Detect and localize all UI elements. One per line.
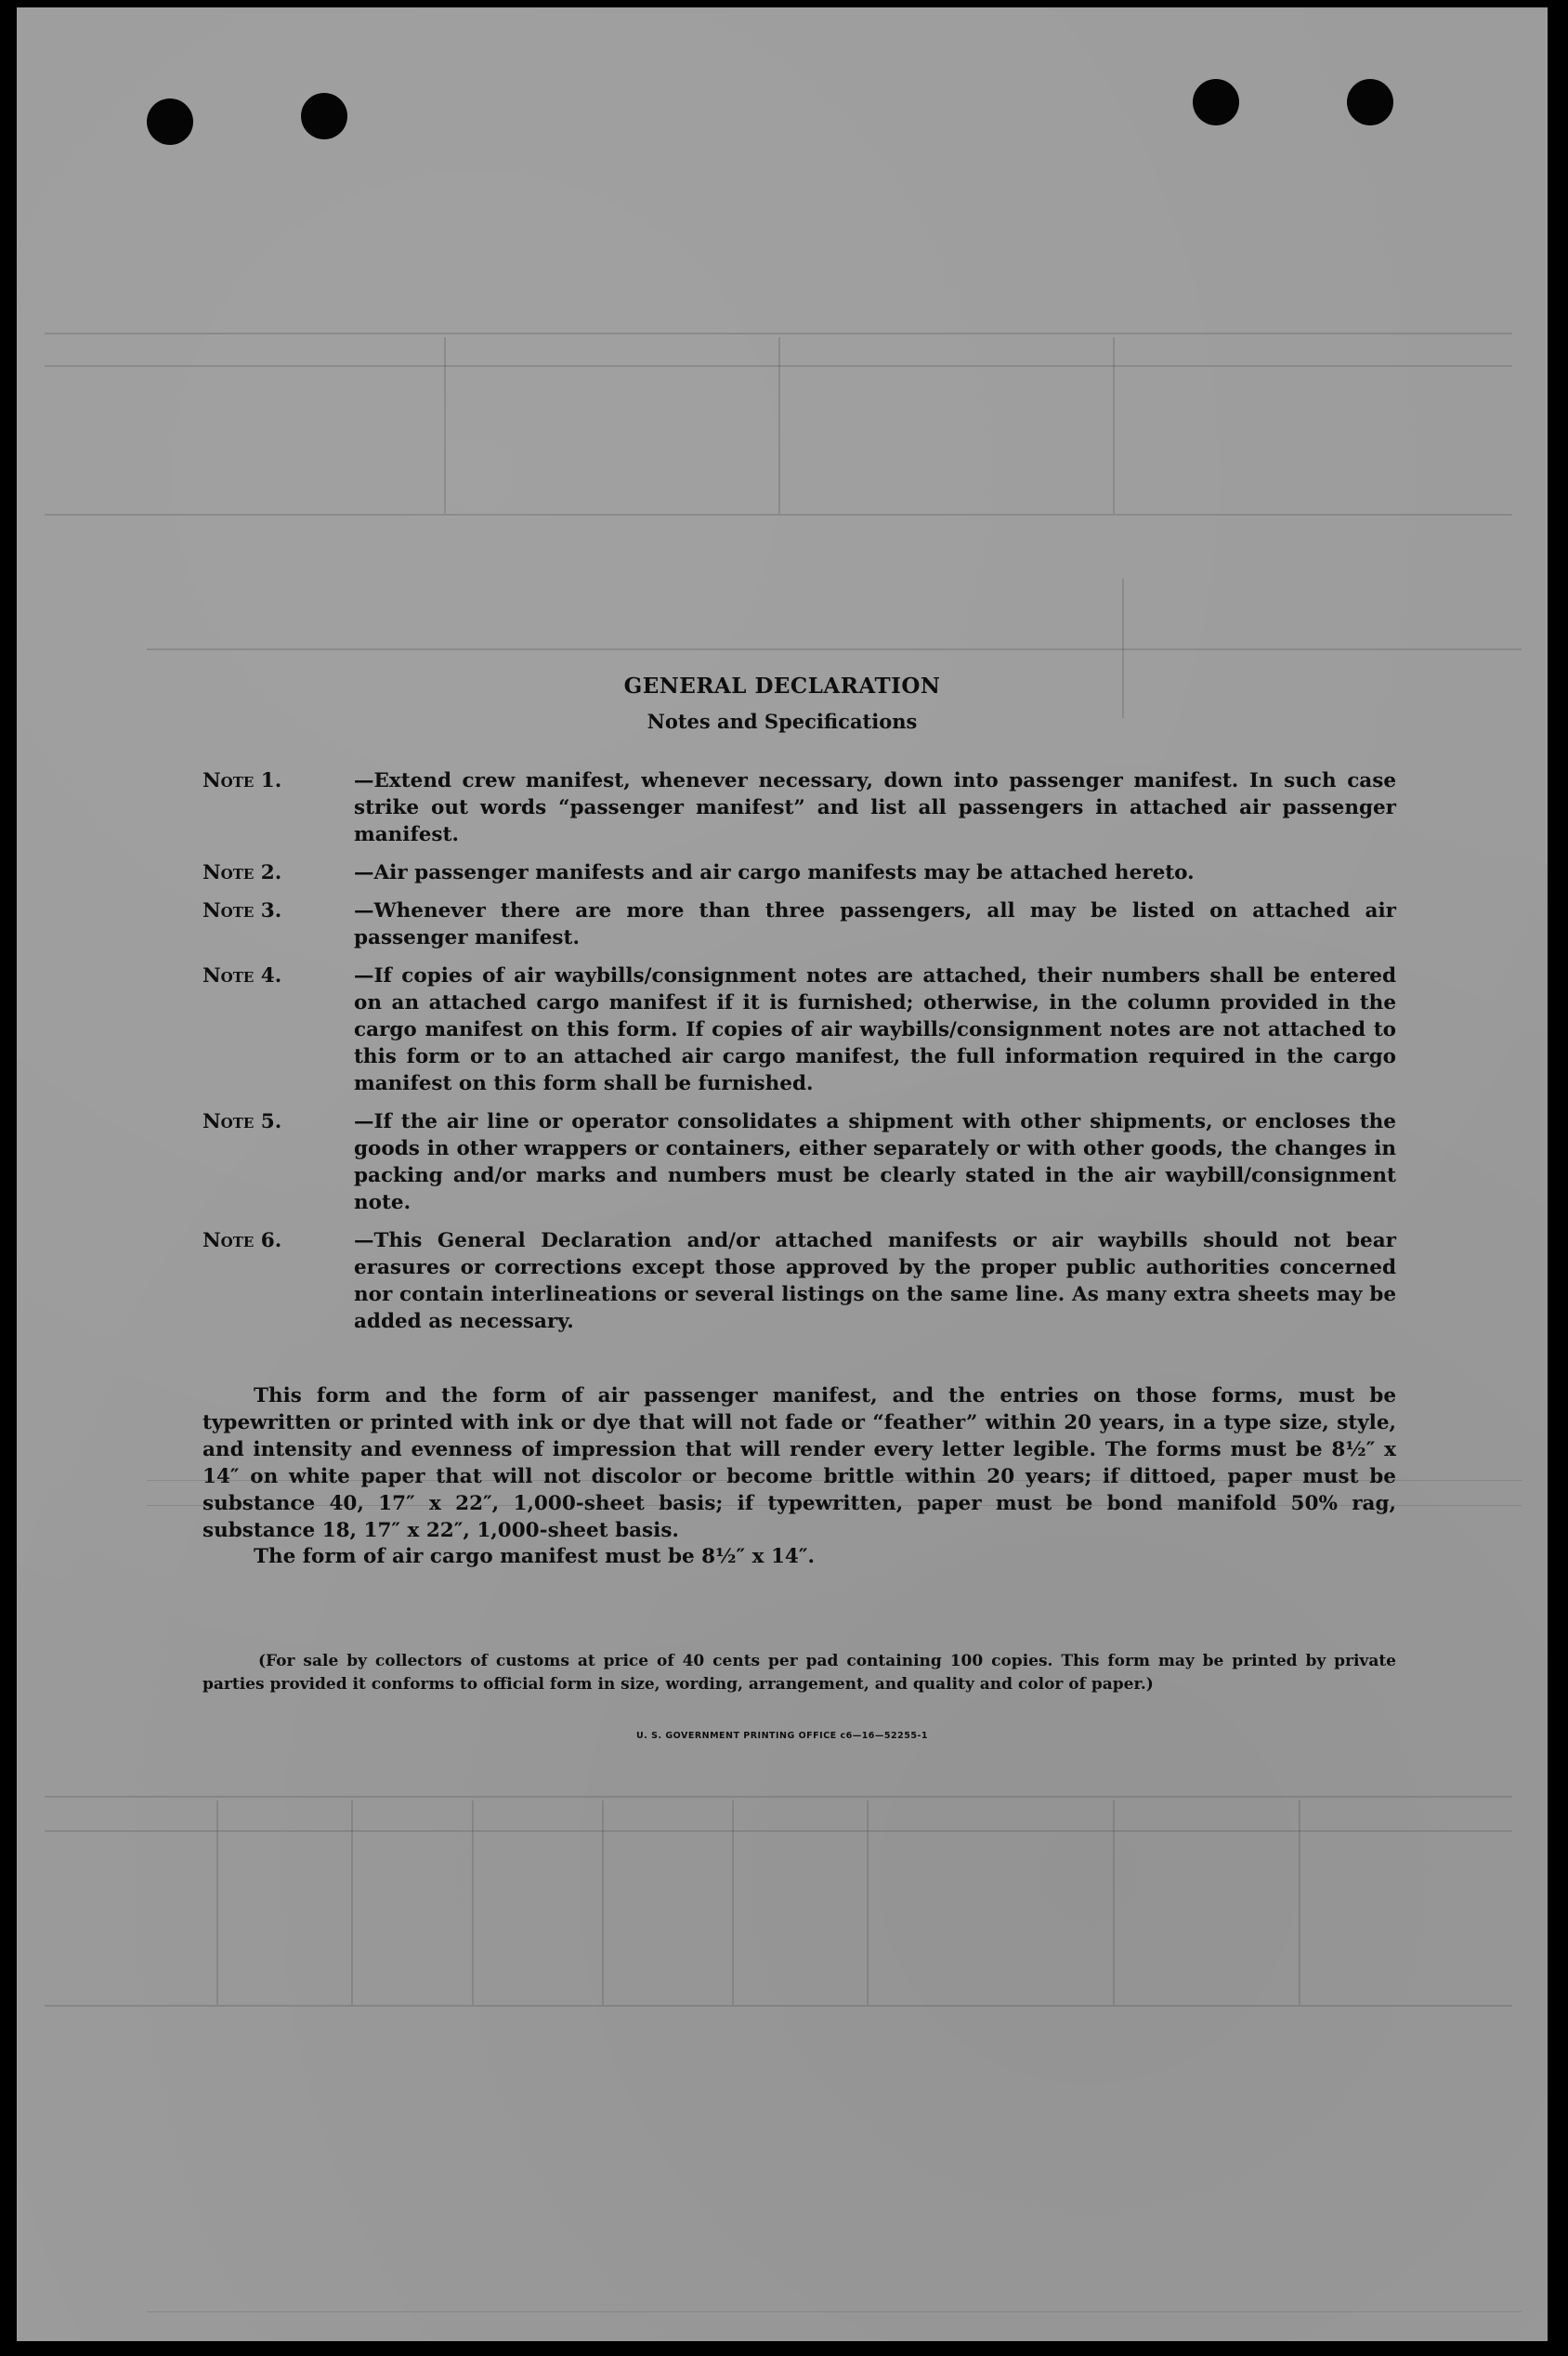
- note-text: —If copies of air waybills/consignment notes are attached, their numbers shall be entered on an attached cargo manifest if it is furnished; otherwise, in the column provided in the cargo manifest on this form. If copies of air waybills/consignment notes are not attached to this form or to an attached air cargo manifest, the full information required in the cargo manifest on this form shall be furnished.: [354, 964, 1396, 1095]
- note-text: —If the air line or operator consolidates a shipment with other shipments, or encloses the goods in other wrappers or containers, either separately or with other goods, the changes in packing and/or marks and numbers must be clearly stated in the air waybill/consignment note.: [354, 1110, 1396, 1214]
- note-3: [203, 897, 1396, 951]
- note-text: —Whenever there are more than three passengers, all may be listed on attached air passenger manifest.: [354, 899, 1396, 949]
- punch-hole-left-2: [301, 93, 347, 139]
- note-6: [203, 1227, 1396, 1335]
- note-label: Note 3.: [203, 899, 282, 923]
- sale-note: (For sale by collectors of customs at price of 40 cents per pad containing 100 copies. This form may be printed by private parties provided it conforms to official form in size, wording, arrangement, and quality and color of paper.): [203, 1652, 1396, 1694]
- note-label: Note 6.: [203, 1229, 282, 1252]
- note-label: Note 4.: [203, 964, 282, 988]
- cargo-form-requirement: The form of air cargo manifest must be 8½″ x 14″.: [254, 1545, 815, 1568]
- note-4: [203, 962, 1396, 1097]
- note-1: [203, 767, 1396, 848]
- note-label: Note 2.: [203, 861, 282, 884]
- punch-hole-right-2: [1347, 79, 1393, 125]
- form-requirements-paragraph: This form and the form of air passenger manifest, and the entries on those forms, must be typewritten or printed with ink or dye that will not fade or “feather” within 20 years, in a type size, style, and intensity and evenness of impression that will render every letter legible. The forms must be 8½″ x 14″ on white paper that will not discolor or become brittle within 20 years; if dittoed, paper must be substance 40, 17″ x 22″, 1,000-sheet basis; if typewritten, paper must be bond manifold 50% rag, substance 18, 17″ x 22″, 1,000-sheet basis.: [203, 1384, 1396, 1542]
- notes-list: [203, 767, 1396, 1346]
- note-2: [203, 859, 1396, 886]
- note-text: —This General Declaration and/or attached manifests or air waybills should not bear erasures or corrections except those approved by the proper public authorities concerned nor contain interlineations or several listings on the same line. As many extra sheets may be added as necessary.: [354, 1229, 1396, 1333]
- note-text: —Extend crew manifest, whenever necessary, down into passenger manifest. In such case strike out words “passenger manifest” and list all passengers in attached air passenger manifest.: [354, 769, 1396, 846]
- note-label: Note 1.: [203, 769, 282, 792]
- printing-office-imprint: U. S. GOVERNMENT PRINTING OFFICE c6—16—52255-1: [635, 1731, 929, 1741]
- page-subtitle: Notes and Specifications: [647, 710, 918, 733]
- punch-hole-left-1: [147, 98, 193, 145]
- note-5: [203, 1108, 1396, 1216]
- note-text: —Air passenger manifests and air cargo manifests may be attached hereto.: [354, 861, 1195, 884]
- note-label: Note 5.: [203, 1110, 282, 1133]
- document-page: [17, 7, 1548, 2341]
- page-title: GENERAL DECLARATION: [623, 674, 941, 699]
- punch-hole-right-1: [1193, 79, 1239, 125]
